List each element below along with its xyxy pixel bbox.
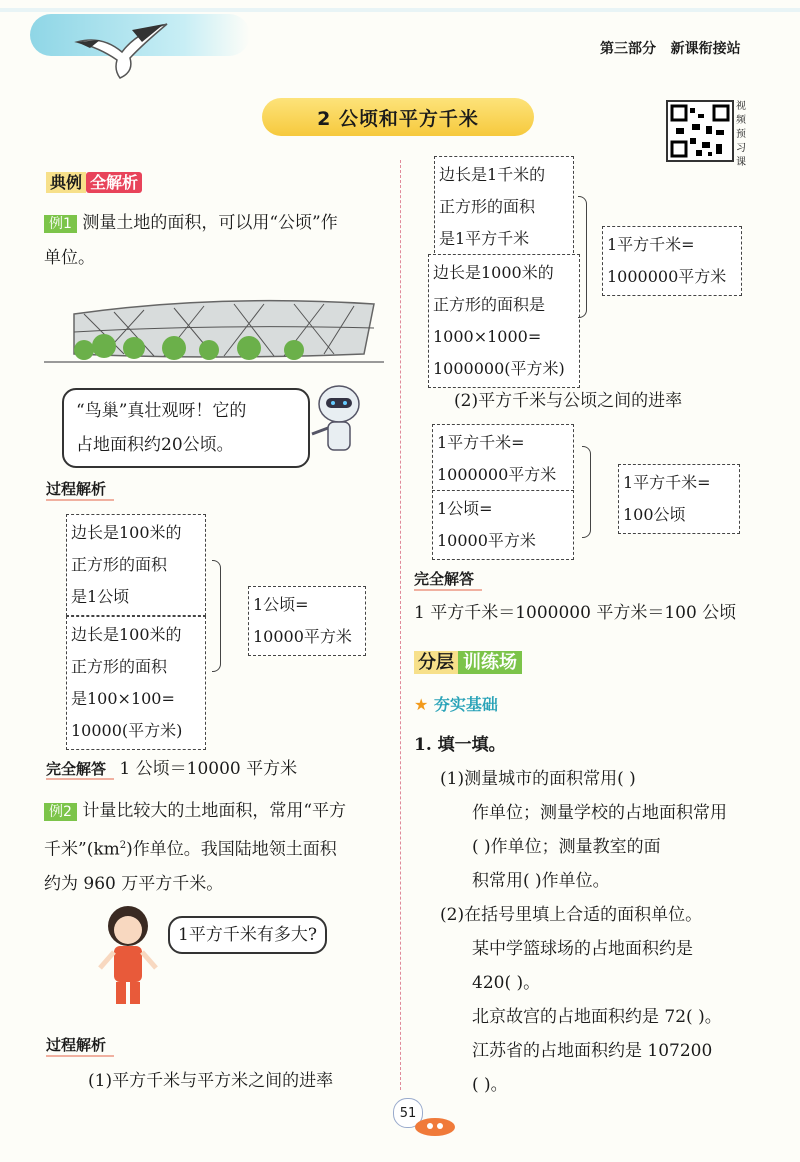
question-1 [414, 728, 774, 1102]
process-heading-1: 过程解析 [46, 478, 114, 501]
box-1-hectare-definition: 边长是100米的 正方形的面积 是1公顷 [66, 514, 206, 616]
box-1-km-definition: 边长是1千米的 正方形的面积 是1平方千米 [434, 156, 574, 258]
answer-2-text: 1 平方千米＝1000000 平方米＝100 公顷 [414, 603, 737, 623]
robot-icon [304, 378, 374, 456]
girl-icon [96, 900, 162, 1012]
box-4-hectare: 1公顷= 10000平方米 [432, 490, 574, 560]
basic-heading: ★ 夯实基础 [414, 695, 498, 714]
qr-code[interactable] [666, 100, 734, 162]
top-stripe [0, 8, 800, 12]
star-icon: ★ [414, 695, 429, 714]
question-1-part-1: (1)测量城市的面积常用( ) 作单位；测量学校的占地面积常用 ( )作单位；测量教室的面 积常用( )作单位。 [440, 769, 727, 891]
process-sub-2: (2)平方千米与公顷之间的进率 [454, 391, 683, 411]
examples-heading: 典例 全解析 [46, 170, 142, 193]
question-1-part-2: (2)在括号里填上合适的面积单位。 某中学篮球场的占地面积约是 420( )。 北京故宫的占地面积约是 72( )。 江苏省的占地面积约是 107200 ( )。 [440, 905, 722, 1095]
question-1-title: 1. 填一填。 [414, 735, 506, 755]
example-1: 例1 测量土地的面积，可以用“公顷”作 单位。 [44, 213, 338, 268]
header-section: 第三部分 [600, 41, 656, 57]
box-2-km-calc: 边长是1000米的 正方形的面积是 1000×1000= 1000000(平方米) [428, 254, 580, 388]
submarine-icon [412, 1112, 458, 1138]
brace [582, 446, 591, 538]
process-heading-2: 过程解析 [46, 1034, 114, 1057]
example-2: 例2 计量比较大的土地面积，常用“平方 千米$”(km^2)$作单位。我国陆地领土面积 约为 960 万平方千米。 [44, 801, 347, 894]
result-box-km-to-hectare: 1平方千米= 100公顷 [618, 464, 740, 534]
birds-nest-stadium-image [44, 284, 384, 374]
process-sub-1: (1)平方千米与平方米之间的进率 [88, 1071, 334, 1091]
example-2-tag: 例2 [44, 803, 77, 821]
box-3-km: 1平方千米= 1000000平方米 [432, 424, 574, 494]
brace [578, 196, 587, 318]
seagull-icon [72, 20, 172, 82]
speech-bubble-robot: “鸟巢”真壮观呀！它的 占地面积约20公顷。 [62, 388, 310, 468]
answer-heading-2: 完全解答 [414, 568, 482, 591]
header-subsection: 新课衔接站 [670, 41, 741, 57]
result-box-hectare: 1公顷= 10000平方米 [248, 586, 366, 656]
example-1-tag: 例1 [44, 215, 77, 233]
box-2-hectare-calc: 边长是100米的 正方形的面积 是100×100= 10000(平方米) [66, 616, 206, 750]
brace [212, 560, 221, 672]
result-box-km-to-m: 1平方千米= 1000000平方米 [602, 226, 742, 296]
header-title [600, 38, 741, 58]
column-divider [400, 160, 401, 1090]
speech-bubble-girl: 1平方千米有多大? [168, 916, 327, 954]
answer-1: 完全解答 1 公顷＝10000 平方米 [46, 759, 298, 779]
page-number: 51 [393, 1098, 423, 1128]
qr-label: 视频预习课 [736, 101, 746, 168]
practice-heading: 分层 训练场 [414, 648, 522, 674]
lesson-title: 2 公顷和平方千米 [262, 98, 534, 136]
